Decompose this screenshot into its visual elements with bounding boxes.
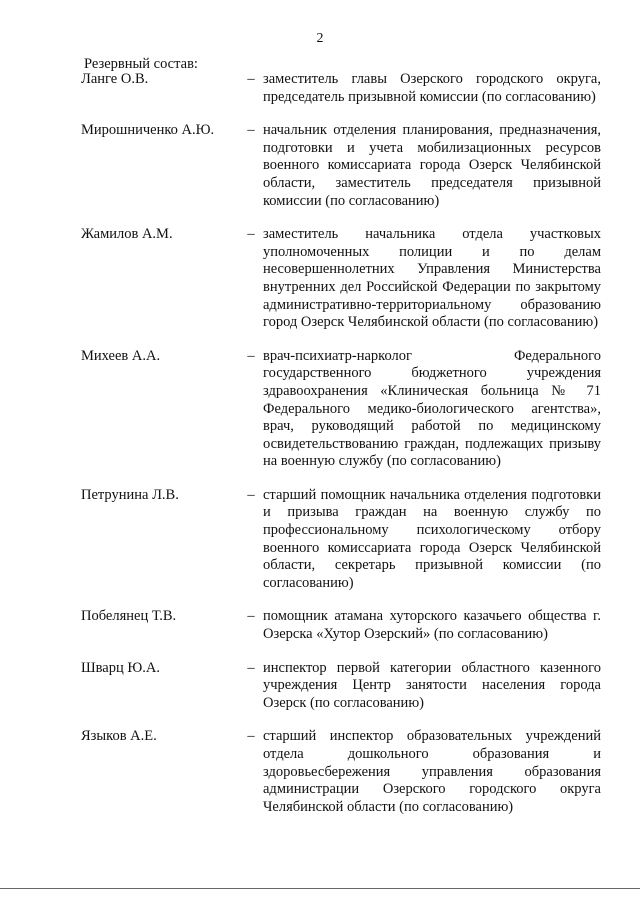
member-name: Побелянец Т.В. — [81, 608, 177, 625]
member-dash: – — [247, 486, 255, 503]
member-name: Петрунина Л.В. — [81, 486, 179, 503]
section-heading: Резервный состав: — [84, 56, 198, 72]
member-role: помощник атамана хуторского казачьего общества г. Озерска «Хутор Озерский» (по согласованию) — [263, 608, 601, 643]
member-dash: – — [247, 122, 255, 139]
member-role: заместитель начальника отдела участковых уполномоченных полиции и по делам несовершеннолетних Управления Министерства внутренних дел Российской Федерации по закрытому административно-территориальному образованию город Озерск Челябинской области (по согласованию) — [263, 226, 601, 331]
page-number: 2 — [316, 31, 324, 46]
member-role: старший помощник начальника отделения подготовки и призыва граждан на военную службу по профессиональному психологическому отбору военного комиссариата города Озерск Челябинской области, секретарь призывной комиссии (по согласованию) — [263, 486, 601, 591]
member-role: начальник отделения планирования, предназначения, подготовки и учета мобилизационных ресурсов военного комиссариата города Озерск Челябинской области, заместитель председателя призывной комиссии (по согласованию) — [263, 122, 601, 209]
member-row — [81, 122, 601, 210]
member-list — [81, 71, 601, 832]
member-dash: – — [247, 71, 255, 87]
member-name: Шварц Ю.А. — [81, 659, 160, 676]
member-name: Михеев А.А. — [81, 347, 161, 364]
member-name: Мирошниченко А.Ю. — [81, 122, 215, 139]
member-dash: – — [247, 659, 255, 676]
member-row — [81, 71, 601, 106]
member-name: Ланге О.В. — [81, 71, 149, 87]
member-name: Жамилов А.М. — [81, 226, 173, 243]
bottom-divider — [0, 888, 640, 889]
member-role: врач-психиатр-нарколог Федерального государственного бюджетного учреждения здравоохранения «Клиническая больница № 71 Федерального медико-биологического агентства», врач, руководящий работой по медицинскому освидетельствованию граждан, подлежащих призыву на военную службу (по согласованию) — [263, 347, 601, 470]
member-dash: – — [247, 347, 255, 364]
member-row — [81, 348, 601, 471]
member-row — [81, 660, 601, 713]
member-role: инспектор первой категории областного казенного учреждения Центр занятости населения города Озерск (по согласованию) — [263, 659, 601, 711]
member-role: заместитель главы Озерского городского округа, председатель призывной комиссии (по согласованию) — [263, 71, 601, 105]
member-dash: – — [247, 226, 255, 243]
member-role: старший инспектор образовательных учреждений отдела дошкольного образования и здоровьесбережения управления образования администрации Озерского городского округа Челябинской области (по согласованию) — [263, 728, 601, 815]
member-name: Языков А.Е. — [81, 728, 157, 745]
member-row — [81, 728, 601, 816]
member-dash: – — [247, 608, 255, 625]
member-row — [81, 487, 601, 593]
member-row — [81, 608, 601, 643]
member-row — [81, 226, 601, 332]
member-dash: – — [247, 728, 255, 745]
